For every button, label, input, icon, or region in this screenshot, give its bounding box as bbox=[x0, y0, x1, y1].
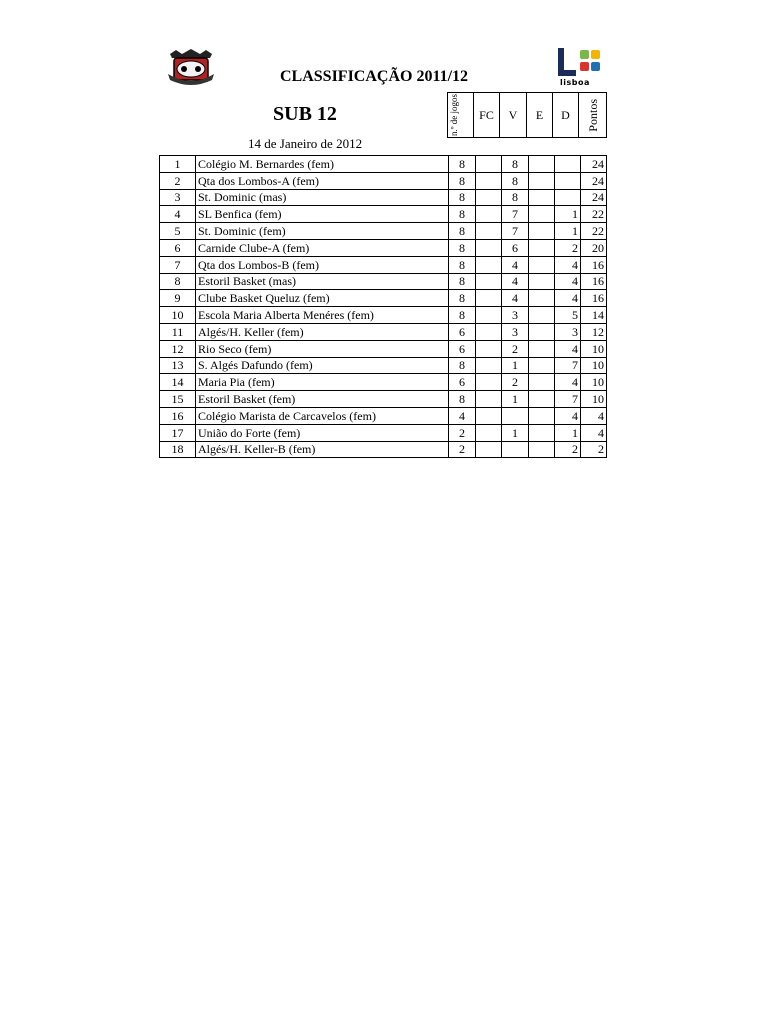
games-cell: 8 bbox=[449, 172, 476, 189]
losses-cell: 1 bbox=[555, 424, 581, 441]
standings-table bbox=[159, 155, 607, 458]
points-cell: 10 bbox=[581, 340, 607, 357]
team-name-cell: Colégio Marista de Carcavelos (fem) bbox=[196, 407, 449, 424]
points-cell: 24 bbox=[581, 189, 607, 206]
fc-cell bbox=[476, 256, 502, 273]
header-wins bbox=[499, 92, 527, 138]
header-draws bbox=[526, 92, 553, 138]
position-cell: 6 bbox=[160, 239, 196, 256]
fc-cell bbox=[476, 290, 502, 307]
losses-cell: 4 bbox=[555, 273, 581, 290]
table-row bbox=[160, 172, 607, 189]
games-cell: 8 bbox=[449, 290, 476, 307]
losses-cell: 5 bbox=[555, 307, 581, 324]
draws-cell bbox=[529, 340, 555, 357]
table-row bbox=[160, 374, 607, 391]
wins-cell: 4 bbox=[502, 273, 529, 290]
team-name-cell: Escola Maria Alberta Menéres (fem) bbox=[196, 307, 449, 324]
position-cell: 14 bbox=[160, 374, 196, 391]
team-name-cell: Algés/H. Keller-B (fem) bbox=[196, 441, 449, 458]
team-name-cell: St. Dominic (fem) bbox=[196, 223, 449, 240]
fc-cell bbox=[476, 239, 502, 256]
points-cell: 24 bbox=[581, 172, 607, 189]
team-name-cell: Estoril Basket (mas) bbox=[196, 273, 449, 290]
draws-cell bbox=[529, 156, 555, 173]
position-cell: 8 bbox=[160, 273, 196, 290]
header-games-label: n.º de jogos bbox=[448, 93, 459, 137]
points-cell: 10 bbox=[581, 391, 607, 408]
team-name-cell: St. Dominic (mas) bbox=[196, 189, 449, 206]
position-cell: 10 bbox=[160, 307, 196, 324]
wins-cell: 3 bbox=[502, 323, 529, 340]
draws-cell bbox=[529, 323, 555, 340]
position-cell: 1 bbox=[160, 156, 196, 173]
losses-cell: 7 bbox=[555, 357, 581, 374]
standings-body bbox=[160, 156, 607, 458]
table-row bbox=[160, 323, 607, 340]
draws-cell bbox=[529, 424, 555, 441]
header-points bbox=[578, 92, 607, 138]
table-row bbox=[160, 206, 607, 223]
points-cell: 4 bbox=[581, 407, 607, 424]
games-cell: 6 bbox=[449, 340, 476, 357]
points-cell: 12 bbox=[581, 323, 607, 340]
points-cell: 20 bbox=[581, 239, 607, 256]
team-name-cell: Colégio M. Bernardes (fem) bbox=[196, 156, 449, 173]
points-cell: 24 bbox=[581, 156, 607, 173]
fc-cell bbox=[476, 223, 502, 240]
losses-cell: 4 bbox=[555, 374, 581, 391]
losses-cell: 3 bbox=[555, 323, 581, 340]
points-cell: 10 bbox=[581, 374, 607, 391]
games-cell: 6 bbox=[449, 374, 476, 391]
page-title: CLASSIFICAÇÃO 2011/12 bbox=[280, 68, 469, 85]
draws-cell bbox=[529, 307, 555, 324]
games-cell: 8 bbox=[449, 357, 476, 374]
team-name-cell: SL Benfica (fem) bbox=[196, 206, 449, 223]
wins-cell: 3 bbox=[502, 307, 529, 324]
draws-cell bbox=[529, 357, 555, 374]
draws-cell bbox=[529, 223, 555, 240]
losses-cell: 7 bbox=[555, 391, 581, 408]
position-cell: 17 bbox=[160, 424, 196, 441]
position-cell: 18 bbox=[160, 441, 196, 458]
games-cell: 6 bbox=[449, 323, 476, 340]
wins-cell: 4 bbox=[502, 290, 529, 307]
header-fc bbox=[473, 92, 500, 138]
fc-cell bbox=[476, 407, 502, 424]
fc-cell bbox=[476, 156, 502, 173]
logo-wordmark: lisboa bbox=[560, 78, 590, 87]
wins-cell: 2 bbox=[502, 340, 529, 357]
points-cell: 16 bbox=[581, 290, 607, 307]
date-label: 14 de Janeiro de 2012 bbox=[248, 136, 363, 151]
wins-cell: 4 bbox=[502, 256, 529, 273]
header-points-label: Pontos bbox=[585, 98, 600, 132]
table-row bbox=[160, 156, 607, 173]
team-name-cell: Rio Seco (fem) bbox=[196, 340, 449, 357]
points-cell: 16 bbox=[581, 256, 607, 273]
points-cell: 16 bbox=[581, 273, 607, 290]
table-row bbox=[160, 441, 607, 458]
position-cell: 15 bbox=[160, 391, 196, 408]
table-row bbox=[160, 357, 607, 374]
table-row bbox=[160, 424, 607, 441]
draws-cell bbox=[529, 206, 555, 223]
losses-cell: 1 bbox=[555, 223, 581, 240]
losses-cell: 4 bbox=[555, 407, 581, 424]
games-cell: 8 bbox=[449, 391, 476, 408]
games-cell: 4 bbox=[449, 407, 476, 424]
position-cell: 7 bbox=[160, 256, 196, 273]
fc-cell bbox=[476, 374, 502, 391]
losses-cell bbox=[555, 156, 581, 173]
draws-cell bbox=[529, 441, 555, 458]
header-fc-label: FC bbox=[479, 107, 494, 122]
position-cell: 4 bbox=[160, 206, 196, 223]
position-cell: 12 bbox=[160, 340, 196, 357]
header-losses bbox=[552, 92, 579, 138]
team-name-cell: Carnide Clube-A (fem) bbox=[196, 239, 449, 256]
wins-cell bbox=[502, 407, 529, 424]
games-cell: 8 bbox=[449, 256, 476, 273]
losses-cell: 1 bbox=[555, 206, 581, 223]
table-row bbox=[160, 256, 607, 273]
draws-cell bbox=[529, 172, 555, 189]
wins-cell bbox=[502, 441, 529, 458]
table-row bbox=[160, 189, 607, 206]
losses-cell: 2 bbox=[555, 239, 581, 256]
table-row bbox=[160, 340, 607, 357]
losses-cell bbox=[555, 172, 581, 189]
position-cell: 3 bbox=[160, 189, 196, 206]
points-cell: 10 bbox=[581, 357, 607, 374]
category-title: SUB 12 bbox=[273, 103, 337, 125]
wins-cell: 1 bbox=[502, 424, 529, 441]
wins-cell: 6 bbox=[502, 239, 529, 256]
draws-cell bbox=[529, 273, 555, 290]
games-cell: 8 bbox=[449, 239, 476, 256]
games-cell: 8 bbox=[449, 189, 476, 206]
header-losses-label: D bbox=[561, 107, 570, 122]
losses-cell bbox=[555, 189, 581, 206]
table-row bbox=[160, 307, 607, 324]
points-cell: 4 bbox=[581, 424, 607, 441]
fc-cell bbox=[476, 441, 502, 458]
losses-cell: 4 bbox=[555, 340, 581, 357]
team-name-cell: S. Algés Dafundo (fem) bbox=[196, 357, 449, 374]
games-cell: 8 bbox=[449, 206, 476, 223]
fc-cell bbox=[476, 189, 502, 206]
wins-cell: 1 bbox=[502, 391, 529, 408]
draws-cell bbox=[529, 407, 555, 424]
team-name-cell: Qta dos Lombos-A (fem) bbox=[196, 172, 449, 189]
points-cell: 22 bbox=[581, 206, 607, 223]
draws-cell bbox=[529, 239, 555, 256]
table-row bbox=[160, 407, 607, 424]
games-cell: 2 bbox=[449, 424, 476, 441]
team-name-cell: União do Forte (fem) bbox=[196, 424, 449, 441]
position-cell: 5 bbox=[160, 223, 196, 240]
losses-cell: 4 bbox=[555, 290, 581, 307]
fc-cell bbox=[476, 323, 502, 340]
points-cell: 2 bbox=[581, 441, 607, 458]
team-name-cell: Algés/H. Keller (fem) bbox=[196, 323, 449, 340]
wins-cell: 2 bbox=[502, 374, 529, 391]
wins-cell: 1 bbox=[502, 357, 529, 374]
fc-cell bbox=[476, 172, 502, 189]
table-row bbox=[160, 290, 607, 307]
position-cell: 2 bbox=[160, 172, 196, 189]
wins-cell: 8 bbox=[502, 172, 529, 189]
header-wins-label: V bbox=[508, 107, 518, 122]
draws-cell bbox=[529, 290, 555, 307]
team-name-cell: Maria Pia (fem) bbox=[196, 374, 449, 391]
fc-cell bbox=[476, 357, 502, 374]
draws-cell bbox=[529, 189, 555, 206]
table-row bbox=[160, 273, 607, 290]
table-row bbox=[160, 391, 607, 408]
wins-cell: 8 bbox=[502, 189, 529, 206]
points-cell: 22 bbox=[581, 223, 607, 240]
wins-cell: 8 bbox=[502, 156, 529, 173]
club-crest-icon bbox=[166, 48, 216, 86]
fc-cell bbox=[476, 391, 502, 408]
header-draws-label: E bbox=[535, 107, 544, 122]
fc-cell bbox=[476, 307, 502, 324]
team-name-cell: Clube Basket Queluz (fem) bbox=[196, 290, 449, 307]
wins-cell: 7 bbox=[502, 206, 529, 223]
position-cell: 9 bbox=[160, 290, 196, 307]
team-name-cell: Estoril Basket (fem) bbox=[196, 391, 449, 408]
points-cell: 14 bbox=[581, 307, 607, 324]
games-cell: 8 bbox=[449, 273, 476, 290]
draws-cell bbox=[529, 256, 555, 273]
losses-cell: 4 bbox=[555, 256, 581, 273]
games-cell: 8 bbox=[449, 156, 476, 173]
losses-cell: 2 bbox=[555, 441, 581, 458]
fc-cell bbox=[476, 340, 502, 357]
header-games bbox=[447, 92, 474, 138]
games-cell: 2 bbox=[449, 441, 476, 458]
draws-cell bbox=[529, 391, 555, 408]
fc-cell bbox=[476, 273, 502, 290]
team-name-cell: Qta dos Lombos-B (fem) bbox=[196, 256, 449, 273]
position-cell: 11 bbox=[160, 323, 196, 340]
table-row bbox=[160, 223, 607, 240]
games-cell: 8 bbox=[449, 223, 476, 240]
draws-cell bbox=[529, 374, 555, 391]
position-cell: 16 bbox=[160, 407, 196, 424]
position-cell: 13 bbox=[160, 357, 196, 374]
table-row bbox=[160, 239, 607, 256]
fc-cell bbox=[476, 424, 502, 441]
wins-cell: 7 bbox=[502, 223, 529, 240]
fc-cell bbox=[476, 206, 502, 223]
games-cell: 8 bbox=[449, 307, 476, 324]
